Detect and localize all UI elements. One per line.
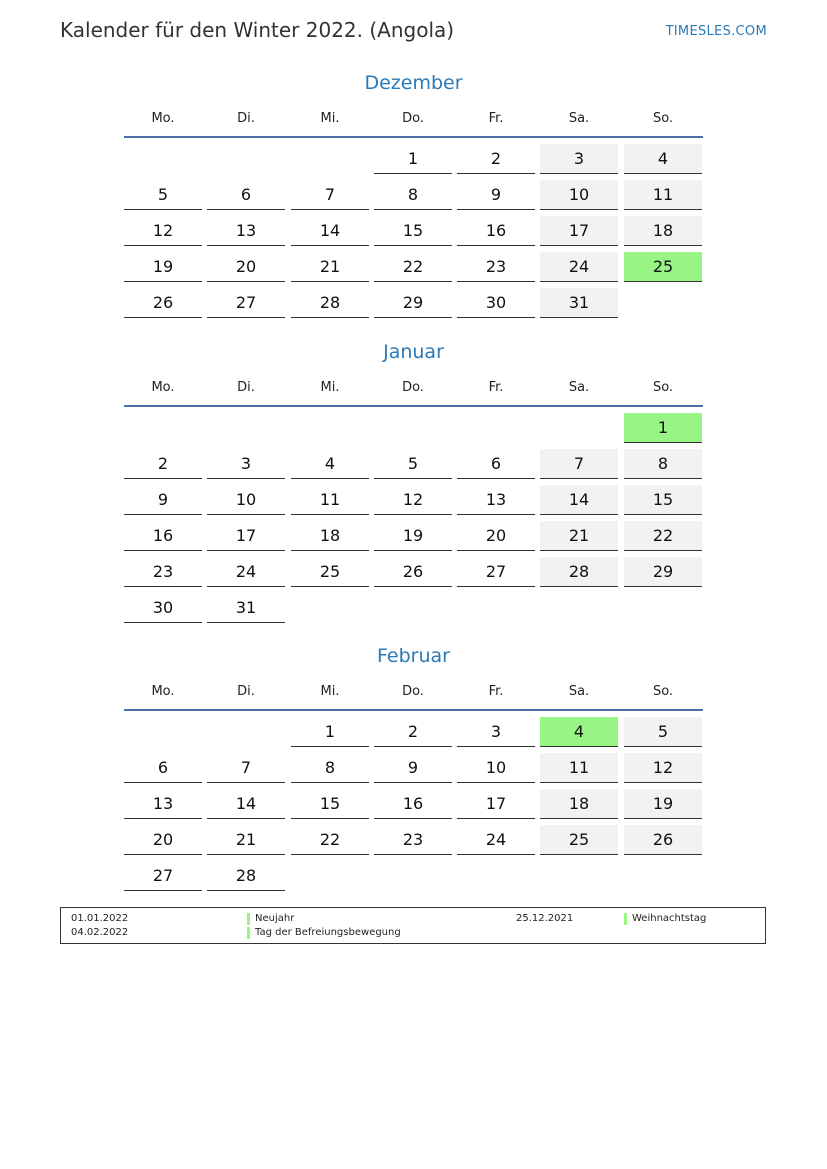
day-cell: 17 [457,789,535,819]
month-title: Februar [377,645,450,667]
day-cell: 6 [124,753,202,783]
day-cell: 18 [624,216,702,246]
weekday-label: Di. [237,684,255,699]
day-cell: 13 [457,485,535,515]
day-cell: 15 [624,485,702,515]
day-cell: 10 [457,753,535,783]
day-cell: 13 [207,216,285,246]
day-cell: 29 [624,557,702,587]
weekday-label: So. [652,380,674,395]
weekday-label: Mi. [320,380,340,395]
day-cell: 13 [124,789,202,819]
day-cell: 26 [374,557,452,587]
header-rule [124,136,703,138]
weekday-label: Fr. [488,111,504,126]
day-cell: 6 [207,180,285,210]
holiday-legend [60,907,766,944]
page-title: Kalender für den Winter 2022. (Angola) [60,18,455,42]
day-cell: 11 [540,753,618,783]
day-cell: 25 [291,557,369,587]
legend-date: 01.01.2022 [71,913,129,924]
day-cell: 26 [624,825,702,855]
day-cell: 18 [540,789,618,819]
day-cell: 11 [291,485,369,515]
day-cell: 5 [374,449,452,479]
legend-date: 04.02.2022 [71,927,129,938]
day-cell: 23 [457,252,535,282]
day-cell: 27 [124,861,202,891]
day-cell: 20 [207,252,285,282]
day-cell: 1 [291,717,369,747]
day-cell: 3 [207,449,285,479]
day-cell: 21 [540,521,618,551]
day-cell: 10 [207,485,285,515]
weekday-label: Mo. [151,380,175,395]
weekday-label: Sa. [568,380,590,395]
day-cell: 2 [124,449,202,479]
day-cell: 16 [374,789,452,819]
day-cell: 11 [624,180,702,210]
day-cell: 2 [374,717,452,747]
day-cell: 9 [124,485,202,515]
weekday-label: Mo. [151,684,175,699]
day-cell: 15 [291,789,369,819]
weekday-header [124,111,703,131]
day-cell: 7 [291,180,369,210]
day-cell: 10 [540,180,618,210]
header-rule [124,709,703,711]
day-cell: 2 [457,144,535,174]
day-cell: 22 [624,521,702,551]
weekday-label: Mi. [320,111,340,126]
day-cell: 16 [457,216,535,246]
day-cell: 7 [540,449,618,479]
day-cell: 14 [291,216,369,246]
day-cell: 16 [124,521,202,551]
day-cell: 5 [624,717,702,747]
day-cell: 23 [374,825,452,855]
month-title: Dezember [364,72,463,94]
day-cell: 9 [457,180,535,210]
day-cell: 24 [207,557,285,587]
weekday-label: Do. [402,380,424,395]
weekday-header [124,380,703,400]
day-cell: 12 [124,216,202,246]
weekday-label: Mi. [320,684,340,699]
legend-holiday-name: Weihnachtstag [624,913,706,924]
weekday-label: Sa. [568,684,590,699]
day-cell: 28 [291,288,369,318]
day-cell: 31 [207,593,285,623]
brand-link[interactable]: TIMESLES.COM [665,24,767,39]
day-cell: 4 [291,449,369,479]
day-cell: 22 [374,252,452,282]
day-cell: 23 [124,557,202,587]
legend-date: 25.12.2021 [516,913,574,924]
holiday-day-cell: 25 [624,252,702,282]
day-cell: 28 [207,861,285,891]
legend-holiday-name: Tag der Befreiungsbewegung [247,927,401,938]
weekday-label: Sa. [568,111,590,126]
day-cell: 12 [374,485,452,515]
weekday-label: Mo. [151,111,175,126]
day-cell: 21 [207,825,285,855]
day-cell: 4 [624,144,702,174]
holiday-day-cell: 4 [540,717,618,747]
day-cell: 8 [291,753,369,783]
day-cell: 7 [207,753,285,783]
weekday-label: Fr. [488,380,504,395]
day-cell: 12 [624,753,702,783]
day-cell: 31 [540,288,618,318]
day-cell: 27 [207,288,285,318]
weekday-label: Di. [237,111,255,126]
weekday-label: Fr. [488,684,504,699]
day-cell: 5 [124,180,202,210]
day-cell: 17 [540,216,618,246]
day-cell: 19 [374,521,452,551]
month-title: Januar [383,341,444,363]
day-cell: 3 [540,144,618,174]
day-cell: 14 [207,789,285,819]
header-rule [124,405,703,407]
day-cell: 18 [291,521,369,551]
day-cell: 26 [124,288,202,318]
day-cell: 22 [291,825,369,855]
day-cell: 24 [457,825,535,855]
weekday-label: Di. [237,380,255,395]
day-cell: 30 [457,288,535,318]
day-cell: 3 [457,717,535,747]
weekday-label: Do. [402,111,424,126]
day-cell: 14 [540,485,618,515]
day-cell: 8 [624,449,702,479]
day-cell: 19 [624,789,702,819]
day-cell: 8 [374,180,452,210]
day-cell: 30 [124,593,202,623]
legend-holiday-name: Neujahr [247,913,294,924]
weekday-label: So. [652,684,674,699]
day-cell: 15 [374,216,452,246]
day-cell: 20 [124,825,202,855]
day-cell: 25 [540,825,618,855]
day-cell: 6 [457,449,535,479]
day-cell: 9 [374,753,452,783]
day-cell: 17 [207,521,285,551]
day-cell: 28 [540,557,618,587]
day-cell: 19 [124,252,202,282]
day-cell: 27 [457,557,535,587]
day-cell: 20 [457,521,535,551]
weekday-label: So. [652,111,674,126]
weekday-label: Do. [402,684,424,699]
holiday-day-cell: 1 [624,413,702,443]
weekday-header [124,684,703,704]
day-cell: 1 [374,144,452,174]
day-cell: 24 [540,252,618,282]
day-cell: 21 [291,252,369,282]
day-cell: 29 [374,288,452,318]
